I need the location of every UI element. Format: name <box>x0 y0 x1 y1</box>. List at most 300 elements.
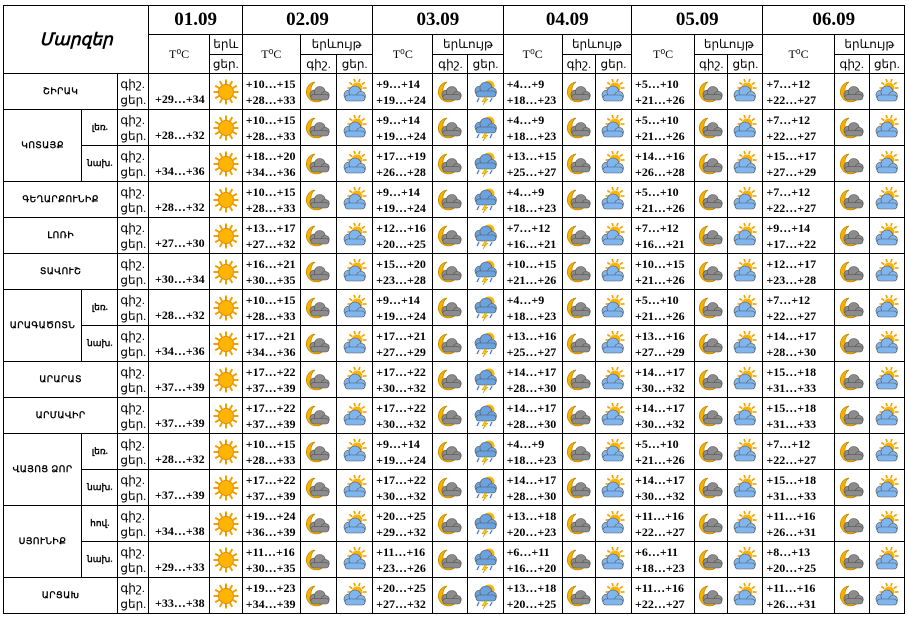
moon-cloud-icon <box>697 331 725 357</box>
weather-icon-cell <box>209 218 242 254</box>
temp-range <box>503 254 562 290</box>
weather-icon-cell <box>209 290 242 326</box>
temp-night: +16…+21 <box>245 256 296 271</box>
weather-icon-cell <box>728 362 763 398</box>
temp-night: +6…+11 <box>506 544 550 559</box>
moon-cloud-icon <box>565 547 593 573</box>
temp-night: +14…+17 <box>506 400 557 415</box>
sun-icon <box>212 583 240 609</box>
weather-icon-cell <box>433 218 468 254</box>
partly-cloudy-icon <box>599 79 627 105</box>
temp-day: +17…+22 <box>766 236 817 251</box>
period-label-night: գիշ. <box>120 508 145 523</box>
moon-cloud-icon <box>436 403 464 429</box>
moon-cloud-icon <box>697 583 725 609</box>
weather-icon-cell <box>869 542 904 578</box>
temp-night: +15…+17 <box>766 148 817 163</box>
moon-cloud-icon <box>304 403 332 429</box>
weather-icon-cell <box>209 542 242 578</box>
weather-icon-cell <box>695 182 728 218</box>
temp-range <box>242 110 300 146</box>
temp-day-1-text: +34…+36 <box>154 344 205 358</box>
temp-night: +9…+14 <box>376 112 420 127</box>
weather-icon-cell <box>595 578 631 614</box>
temp-day-1-text: +29…+34 <box>154 92 205 106</box>
partly-cloudy-icon <box>731 583 759 609</box>
temp-night: +14…+16 <box>635 148 685 163</box>
weather-icon-cell <box>834 470 869 506</box>
weather-icon-cell <box>595 290 631 326</box>
temp-night: +13…+18 <box>506 508 557 523</box>
temp-day: +27…+29 <box>376 344 426 359</box>
temp-day: +37…+39 <box>245 488 296 503</box>
temp-range <box>763 326 834 362</box>
weather-icon-cell <box>433 182 468 218</box>
temp-night: +5…+10 <box>635 76 679 91</box>
moon-cloud-icon <box>565 583 593 609</box>
day-header: ցեր. <box>209 55 242 74</box>
sun-icon <box>212 511 240 537</box>
temp-day: +20…+25 <box>766 560 817 575</box>
weather-icon-cell <box>695 74 728 110</box>
temp-range <box>503 362 562 398</box>
temp-night: +14…+17 <box>506 472 557 487</box>
temp-header: T⁰C <box>503 35 562 74</box>
partly-cloudy-icon <box>873 475 901 501</box>
temp-day-1-text: +34…+36 <box>154 164 205 178</box>
temp-day-1 <box>149 362 209 398</box>
temp-day: +28…+33 <box>245 200 296 215</box>
night-header: գիշ. <box>300 55 336 74</box>
weather-icon-cell <box>562 398 595 434</box>
temp-day: +19…+24 <box>376 308 426 323</box>
partly-cloudy-icon <box>731 187 759 213</box>
partly-cloudy-icon <box>599 331 627 357</box>
moon-cloud-icon <box>838 223 866 249</box>
moon-cloud-icon <box>304 511 332 537</box>
partly-cloudy-icon <box>599 295 627 321</box>
sun-icon <box>212 547 240 573</box>
weather-icon-cell <box>468 146 503 182</box>
period-labels <box>118 146 149 182</box>
temp-day: +18…+23 <box>506 452 557 467</box>
region-name-text: ԱՐԱՐԱՏ <box>39 374 82 384</box>
temp-day: +30…+32 <box>635 488 685 503</box>
partly-cloudy-icon <box>341 475 369 501</box>
region-part-text: լեռ. <box>91 122 108 132</box>
temp-range <box>632 506 695 542</box>
temp-night: +4…+9 <box>506 76 545 91</box>
partly-cloudy-icon <box>873 259 901 285</box>
day-header: ցեր. <box>869 55 904 74</box>
table-row <box>4 182 905 218</box>
weather-icon-cell <box>869 254 904 290</box>
temp-day-1 <box>149 74 209 110</box>
temp-range <box>242 182 300 218</box>
weather-icon-cell <box>728 398 763 434</box>
temp-night: +9…+14 <box>376 292 420 307</box>
temp-night: +9…+14 <box>766 220 811 235</box>
moon-cloud-icon <box>436 583 464 609</box>
partly-cloudy-icon <box>599 367 627 393</box>
sun-icon <box>212 367 240 393</box>
weather-icon-cell <box>468 506 503 542</box>
temp-range <box>503 146 562 182</box>
moon-cloud-icon <box>565 403 593 429</box>
weather-icon-cell <box>562 434 595 470</box>
region-name-text: ԳԵՂԱՐՔՈՒՆԻՔ <box>22 194 99 204</box>
weather-icon-cell <box>834 74 869 110</box>
weather-icon-cell <box>433 254 468 290</box>
moon-cloud-icon <box>838 331 866 357</box>
night-header: գիշ. <box>695 55 728 74</box>
temp-night: +12…+16 <box>376 220 426 235</box>
weather-icon-cell <box>209 434 242 470</box>
night-header: գիշ. <box>433 55 468 74</box>
sun-icon <box>212 223 240 249</box>
temp-range <box>373 182 433 218</box>
weather-icon-cell <box>209 506 242 542</box>
moon-cloud-icon <box>697 403 725 429</box>
temp-range <box>373 506 433 542</box>
temp-range <box>503 110 562 146</box>
temp-night: +11…+16 <box>245 544 295 559</box>
temp-night: +13…+16 <box>635 328 685 343</box>
temp-range <box>242 470 300 506</box>
moon-cloud-icon <box>565 259 593 285</box>
moon-cloud-icon <box>697 367 725 393</box>
weather-icon-cell <box>562 218 595 254</box>
moon-cloud-icon <box>436 439 464 465</box>
weather-icon-cell <box>433 542 468 578</box>
moon-cloud-icon <box>436 259 464 285</box>
temp-night: +7…+12 <box>766 76 811 91</box>
weather-icon-cell <box>300 506 336 542</box>
temp-day: +28…+30 <box>766 344 817 359</box>
moon-cloud-icon <box>304 439 332 465</box>
region-name <box>4 578 118 614</box>
weather-header: երևույթ <box>433 35 503 55</box>
weather-icon-cell <box>728 290 763 326</box>
moon-cloud-icon <box>565 187 593 213</box>
moon-cloud-icon <box>697 439 725 465</box>
period-label-night: գիշ. <box>120 364 145 379</box>
moon-cloud-icon <box>304 331 332 357</box>
moon-cloud-icon <box>565 511 593 537</box>
thunderstorm-icon <box>472 295 500 321</box>
weather-icon-cell <box>468 470 503 506</box>
temp-night: +15…+18 <box>766 400 817 415</box>
moon-cloud-icon <box>838 151 866 177</box>
temp-night: +10…+15 <box>245 436 296 451</box>
weather-icon-cell <box>337 254 373 290</box>
temp-day: +19…+24 <box>376 452 426 467</box>
weather-icon-cell <box>728 434 763 470</box>
region-part <box>82 146 118 182</box>
weather-icon-cell <box>562 506 595 542</box>
period-label-night: գիշ. <box>120 256 145 271</box>
thunderstorm-icon <box>472 439 500 465</box>
weather-icon-cell <box>595 146 631 182</box>
temp-night: +4…+9 <box>506 112 545 127</box>
temp-night: +14…+17 <box>635 364 685 379</box>
region-part-text: լեռ. <box>91 446 108 456</box>
moon-cloud-icon <box>304 79 332 105</box>
weather-icon-cell <box>433 362 468 398</box>
temp-day-1-text: +37…+39 <box>154 488 205 502</box>
weather-icon-cell <box>695 578 728 614</box>
temp-day-1-text: +33…+38 <box>154 596 205 610</box>
table-row <box>4 578 905 614</box>
table-row <box>4 110 905 146</box>
temp-range <box>632 578 695 614</box>
weather-icon-cell <box>562 290 595 326</box>
moon-cloud-icon <box>304 187 332 213</box>
moon-cloud-icon <box>304 259 332 285</box>
sun-icon <box>212 151 240 177</box>
date-header-5: 05.09 <box>632 6 763 35</box>
partly-cloudy-icon <box>341 403 369 429</box>
temp-day: +31…+33 <box>766 416 817 431</box>
temp-day: +21…+26 <box>635 452 685 467</box>
period-label-night: գիշ. <box>120 292 145 307</box>
temp-day: +20…+25 <box>376 236 426 251</box>
date-header-6: 06.09 <box>763 6 905 35</box>
temp-night: +11…+16 <box>766 580 816 595</box>
temp-night: +17…+22 <box>376 472 426 487</box>
weather-icon-cell <box>433 506 468 542</box>
period-label-night: գիշ. <box>120 112 145 127</box>
weather-icon-cell <box>869 362 904 398</box>
temp-day: +27…+32 <box>245 236 296 251</box>
date-header-1: 01.09 <box>149 6 242 35</box>
weather-icon-cell <box>562 362 595 398</box>
weather-icon-cell <box>433 110 468 146</box>
weather-icon-cell <box>433 470 468 506</box>
temp-range <box>632 326 695 362</box>
partly-cloudy-icon <box>873 151 901 177</box>
temp-day: +30…+35 <box>245 272 296 287</box>
moon-cloud-icon <box>304 151 332 177</box>
temp-night: +7…+12 <box>766 112 811 127</box>
temp-day-1-text: +30…+34 <box>154 272 205 286</box>
temp-day-1-text: +27…+30 <box>154 236 205 250</box>
temp-range <box>373 110 433 146</box>
weather-icon-cell <box>433 434 468 470</box>
temp-day: +20…+25 <box>506 596 557 611</box>
weather-icon-cell <box>300 578 336 614</box>
period-labels <box>118 182 149 218</box>
moon-cloud-icon <box>304 295 332 321</box>
temp-day: +30…+32 <box>635 416 685 431</box>
moon-cloud-icon <box>838 583 866 609</box>
weather-icon-cell <box>337 506 373 542</box>
date-header-4: 04.09 <box>503 6 631 35</box>
moon-cloud-icon <box>436 115 464 141</box>
moon-cloud-icon <box>436 475 464 501</box>
moon-cloud-icon <box>565 151 593 177</box>
weather-icon-cell <box>209 254 242 290</box>
temp-day: +22…+27 <box>766 308 817 323</box>
weather-icon-cell <box>695 506 728 542</box>
temp-night: +6…+11 <box>635 544 679 559</box>
temp-range <box>763 290 834 326</box>
moon-cloud-icon <box>565 475 593 501</box>
temp-day-1-text: +28…+32 <box>154 128 205 142</box>
temp-range <box>503 290 562 326</box>
weather-icon-cell <box>869 578 904 614</box>
region-part-text: նախ. <box>87 554 113 564</box>
thunderstorm-icon <box>472 367 500 393</box>
period-labels <box>118 110 149 146</box>
regions-title: Մարզեր <box>4 6 149 74</box>
temp-night: +9…+14 <box>376 184 420 199</box>
temp-range <box>373 290 433 326</box>
partly-cloudy-icon <box>731 511 759 537</box>
temp-range <box>373 578 433 614</box>
weather-icon-cell <box>834 110 869 146</box>
temp-range <box>373 398 433 434</box>
temp-night: +17…+22 <box>245 364 296 379</box>
weather-icon-cell <box>869 218 904 254</box>
temp-night: +15…+20 <box>376 256 426 271</box>
temp-night: +7…+12 <box>766 184 811 199</box>
partly-cloudy-icon <box>341 223 369 249</box>
table-row <box>4 146 905 182</box>
weather-icon-cell <box>695 542 728 578</box>
temp-night: +10…+15 <box>245 184 296 199</box>
weather-icon-cell <box>468 290 503 326</box>
temp-day: +18…+23 <box>506 92 557 107</box>
weather-icon-cell <box>728 218 763 254</box>
temp-night: +10…+15 <box>506 256 557 271</box>
partly-cloudy-icon <box>599 115 627 141</box>
weather-header: երևույթ <box>834 35 904 55</box>
weather-icon-cell <box>433 326 468 362</box>
partly-cloudy-icon <box>341 331 369 357</box>
forecast-table <box>3 5 905 614</box>
weather-icon-cell <box>300 326 336 362</box>
temp-day-1 <box>149 434 209 470</box>
temp-day: +16…+21 <box>635 236 685 251</box>
partly-cloudy-icon <box>341 367 369 393</box>
temp-night: +15…+18 <box>766 472 817 487</box>
period-label-night: գիշ. <box>120 328 145 343</box>
moon-cloud-icon <box>838 187 866 213</box>
partly-cloudy-icon <box>873 403 901 429</box>
weather-icon-cell <box>562 578 595 614</box>
moon-cloud-icon <box>565 79 593 105</box>
moon-cloud-icon <box>697 295 725 321</box>
weather-icon-cell <box>562 254 595 290</box>
weather-header: երևույթ <box>695 35 763 55</box>
weather-icon-cell <box>300 110 336 146</box>
weather-icon-cell <box>300 254 336 290</box>
weather-icon-cell <box>562 110 595 146</box>
table-row <box>4 470 905 506</box>
period-label-night: գիշ. <box>120 400 145 415</box>
temp-night: +13…+16 <box>506 328 557 343</box>
temp-night: +11…+16 <box>635 580 685 595</box>
sun-icon <box>212 439 240 465</box>
temp-night: +7…+12 <box>766 292 811 307</box>
temp-night: +13…+18 <box>506 580 557 595</box>
temp-night: +14…+17 <box>506 364 557 379</box>
weather-icon-cell <box>300 434 336 470</box>
region-name <box>4 398 118 434</box>
period-label-day: ցեր. <box>120 128 147 143</box>
partly-cloudy-icon <box>341 115 369 141</box>
partly-cloudy-icon <box>599 151 627 177</box>
temp-day: +22…+27 <box>635 596 685 611</box>
temp-day: +28…+30 <box>506 416 557 431</box>
day-header: ցեր. <box>468 55 503 74</box>
weather-icon-cell <box>337 470 373 506</box>
thunderstorm-icon <box>472 79 500 105</box>
partly-cloudy-icon <box>599 223 627 249</box>
temp-range <box>242 362 300 398</box>
thunderstorm-icon <box>472 475 500 501</box>
temp-range <box>373 254 433 290</box>
temp-night: +7…+12 <box>635 220 679 235</box>
thunderstorm-icon <box>472 331 500 357</box>
region-part-text: հով. <box>90 518 110 528</box>
temp-range <box>242 146 300 182</box>
temp-range <box>763 542 834 578</box>
temp-day: +19…+24 <box>376 92 426 107</box>
temp-night: +17…+19 <box>376 148 426 163</box>
region-part <box>82 542 118 578</box>
weather-icon-cell <box>337 542 373 578</box>
temp-header: T⁰C <box>632 35 695 74</box>
weather-icon-cell <box>209 182 242 218</box>
temp-range <box>503 434 562 470</box>
period-labels <box>118 398 149 434</box>
partly-cloudy-icon <box>731 367 759 393</box>
period-label-day: ցեր. <box>120 200 147 215</box>
moon-cloud-icon <box>436 79 464 105</box>
temp-day: +21…+26 <box>635 272 685 287</box>
partly-cloudy-icon <box>731 79 759 105</box>
temp-day: +34…+39 <box>245 596 296 611</box>
period-label-day: ցեր. <box>120 524 147 539</box>
temp-day: +28…+30 <box>506 488 557 503</box>
region-part-text: լեռ. <box>91 302 108 312</box>
partly-cloudy-icon <box>731 151 759 177</box>
temp-night: +11…+16 <box>635 508 685 523</box>
weather-icon-cell <box>728 326 763 362</box>
moon-cloud-icon <box>838 295 866 321</box>
temp-day: +22…+27 <box>766 452 817 467</box>
partly-cloudy-icon <box>599 583 627 609</box>
weather-icon-cell <box>337 182 373 218</box>
temp-night: +4…+9 <box>506 292 545 307</box>
temp-range <box>763 110 834 146</box>
temp-range <box>763 146 834 182</box>
partly-cloudy-icon <box>599 187 627 213</box>
temp-range <box>763 362 834 398</box>
temp-night: +18…+20 <box>245 148 296 163</box>
region-name-text: ԱՐԱԳԱԾՈՏՆ <box>9 320 76 330</box>
temp-day-1 <box>149 254 209 290</box>
temp-night: +14…+17 <box>635 472 685 487</box>
temp-range <box>242 542 300 578</box>
temp-day-1-text: +34…+38 <box>154 524 205 538</box>
temp-day: +19…+24 <box>376 200 426 215</box>
weather-icon-cell <box>562 470 595 506</box>
period-labels <box>118 254 149 290</box>
temp-range <box>242 326 300 362</box>
